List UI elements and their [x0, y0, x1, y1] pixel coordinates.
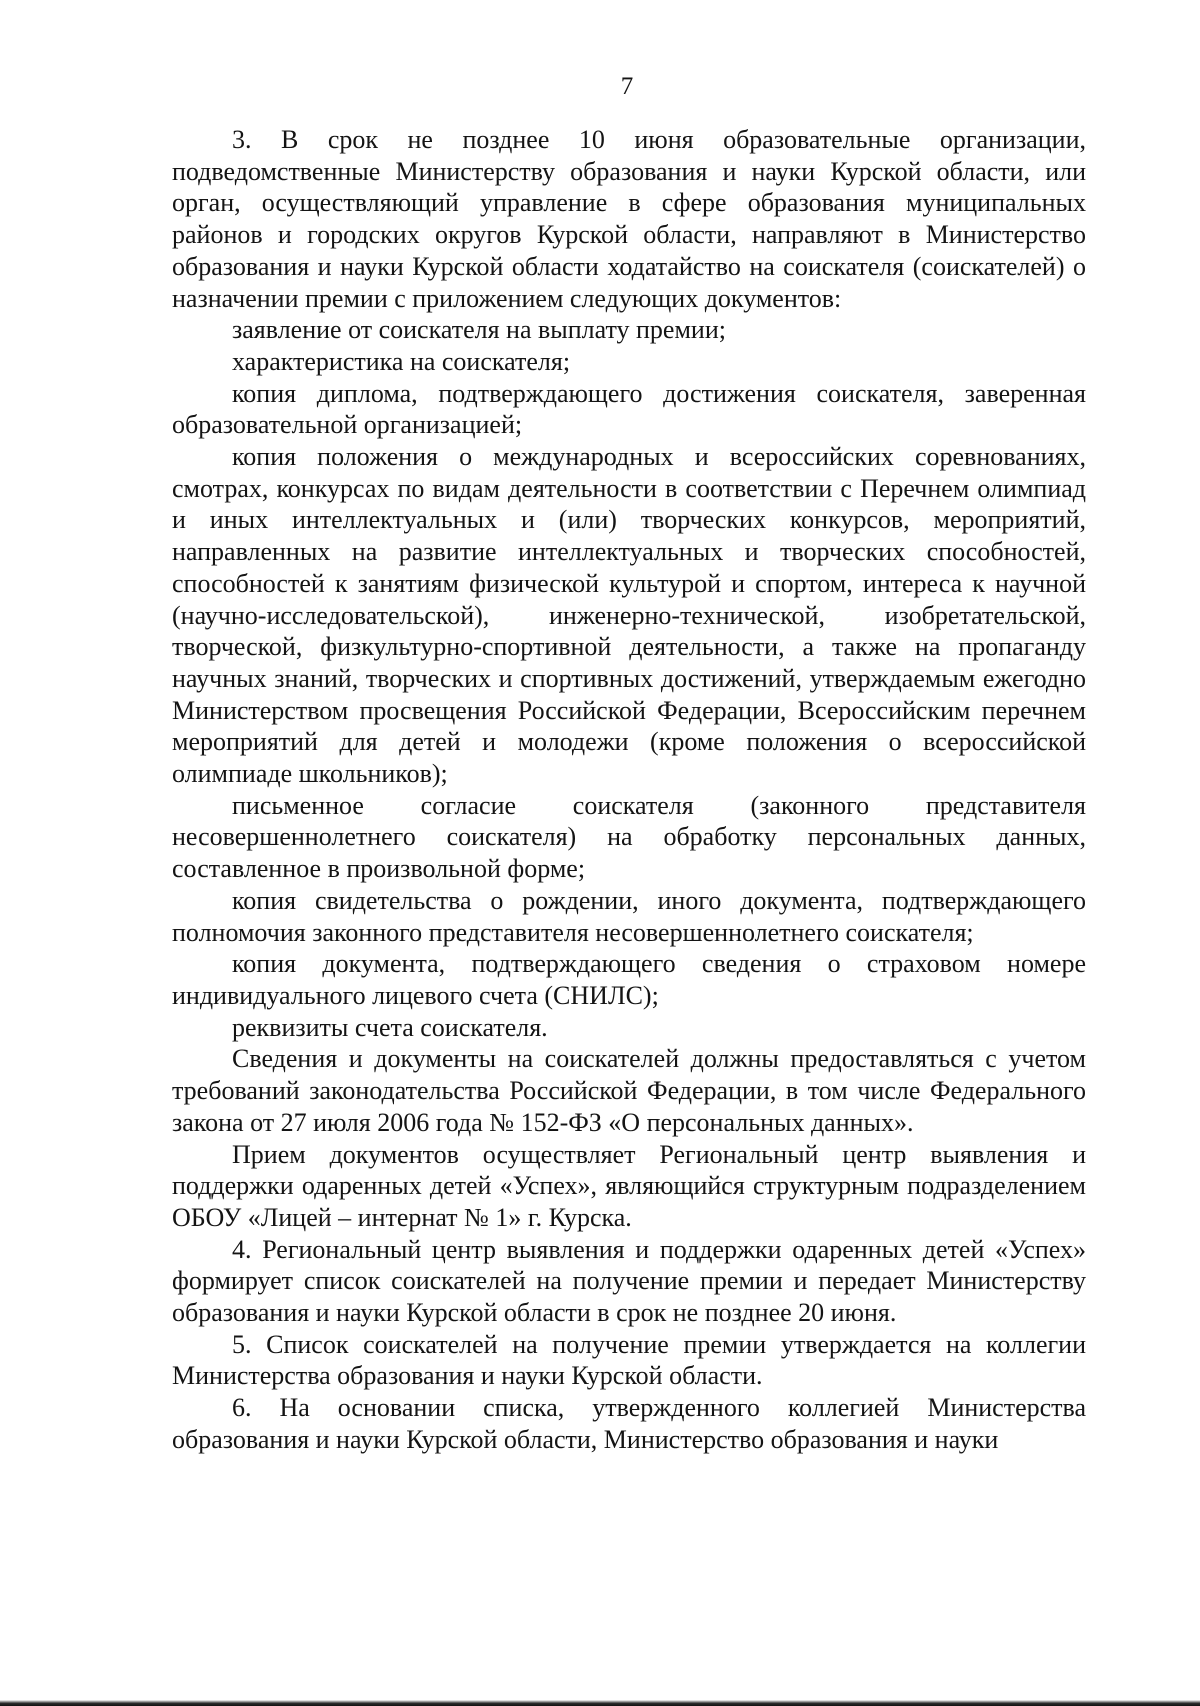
paragraph-item-6-approved-list: 6. На основании списка, утвержденного коллегией Министерства образования и науки Курской области, Министерство образования и науки — [172, 1393, 1086, 1454]
paragraph-document-reception: Прием документов осуществляет Региональный центр выявления и поддержки одаренных детей «Успех», являющийся структурным подразделением ОБОУ «Лицей – интернат № 1» г. Курска. — [172, 1139, 1086, 1232]
list-item-bank-details: реквизиты счета соискателя. — [232, 1012, 548, 1042]
list-item-snils: копия документа, подтверждающего сведения о страховом номере индивидуального лицевого счета (СНИЛС); — [172, 949, 1086, 1010]
list-item-birth-certificate: копия свидетельства о рождении, иного документа, подтверждающего полномочия законного представителя несовершеннолетнего соискателя; — [172, 885, 1086, 947]
page-number: 7 — [620, 73, 634, 100]
paragraph-item-5-list-approval: 5. Список соискателей на получение премии утверждается на коллегии Министерства образования и науки Курской области. — [172, 1329, 1086, 1391]
list-item-regulation-copy: копия положения о международных и всероссийских соревнованиях, смотрах, конкурсах по видам деятельности в соответствии с Перечнем олимпиад и иных интеллектуальных и (или) творческих конкурсов, мероприятий, направленных на развитие интеллектуальных и творческих способностей, способностей к занятиям физической культурой и спортом, интереса к научной (научно-исследовательской), инженерно-технической, изобретательской, творческой, физкультурно-спортивной деятельности, а также на пропаганду научных знаний, творческих и спортивных достижений, утверждаемым ежегодно Министерством просвещения Российской Федерации, Всероссийским перечнем мероприятий для детей и молодежи (кроме положения о всероссийской олимпиаде школьников); — [172, 442, 1086, 789]
paragraph-item-3-submission: 3. В срок не позднее 10 июня образовательные организации, подведомственные Министерству образования и науки Курской области, или орган, осуществляющий управление в сфере образования муниципальных районов и городских округов Курской области, направляют в Министерство образования и науки Курской области ходатайство на соискателя (соискателей) о назначении премии с приложением следующих документов: — [172, 125, 1086, 313]
list-item-consent: письменное согласие соискателя (законного представителя несовершеннолетнего соискателя) на обработку персональных данных, составленное в произвольной форме; — [172, 790, 1086, 884]
scan-bottom-edge — [0, 1700, 1200, 1706]
list-item-characteristic: характеристика на соискателя; — [232, 346, 571, 376]
paragraph-data-requirements: Сведения и документы на соискателей должны предоставляться с учетом требований законодательства Российской Федерации, в том числе Федерального закона от 27 июля 2006 года № 152-ФЗ «О персональных данных». — [172, 1044, 1086, 1137]
document-body — [172, 124, 1086, 1456]
paragraph-item-4-list-formation: 4. Региональный центр выявления и поддержки одаренных детей «Успех» формирует список соискателей на получение премии и передает Министерству образования и науки Курской области в срок не позднее 20 июня. — [172, 1234, 1086, 1328]
list-item-diploma-copy: копия диплома, подтверждающего достижения соискателя, заверенная образовательной организацией; — [172, 378, 1086, 440]
list-item-application: заявление от соискателя на выплату премии; — [232, 315, 726, 345]
